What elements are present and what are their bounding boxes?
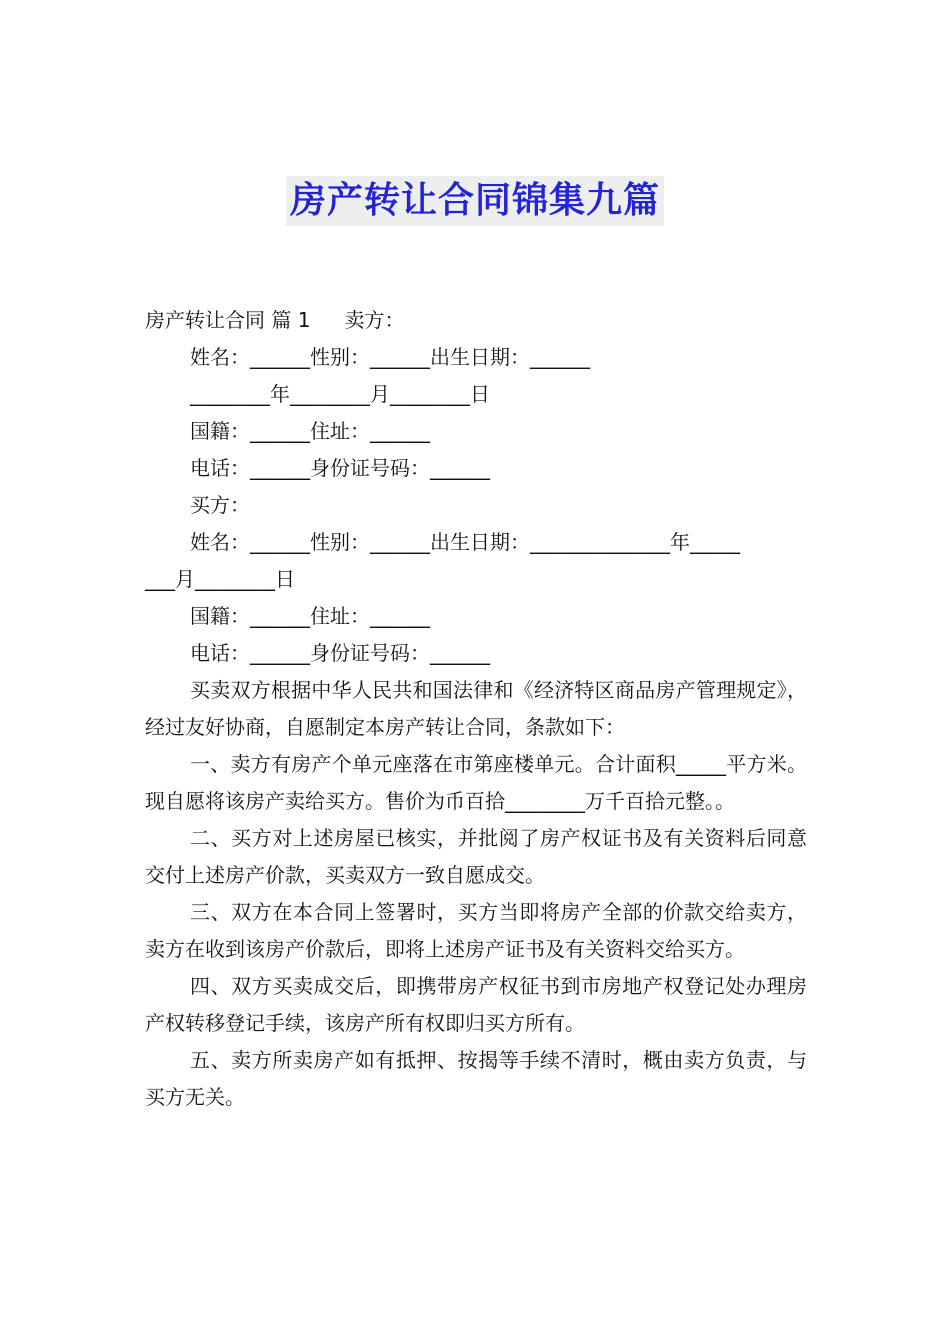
seller-nationality-line: 国籍：______住址：______ <box>190 419 430 443</box>
buyer-nationality-line: 国籍：______住址：______ <box>190 604 430 628</box>
clause-2: 二、买方对上述房屋已核实，并批阅了房产权证书及有关资料后同意交付上述房产价款，买卖双方一致自愿成交。 <box>145 826 807 887</box>
seller-phone-line: 电话：______身份证号码：______ <box>190 456 490 480</box>
seller-birthdate-line: ________年________月________日 <box>190 382 490 406</box>
buyer-phone-line: 电话：______身份证号码：______ <box>190 641 490 665</box>
seller-label: 卖方： <box>344 308 405 332</box>
contract-preamble: 买卖双方根据中华人民共和国法律和《经济特区商品房产管理规定》，经过友好协商，自愿制定本房产转让合同，条款如下： <box>145 678 807 739</box>
buyer-label: 买方： <box>190 493 250 517</box>
buyer-birthdate-line: ___月________日 <box>145 567 295 591</box>
clause-1: 一、卖方有房产个单元座落在市第座楼单元。合计面积_____平方米。现自愿将该房产卖给买方。售价为币百拾________万千百拾元整。。 <box>145 752 807 813</box>
document-title-wrap <box>0 176 950 226</box>
clause-4: 四、双方买卖成交后，即携带房产权征书到市房地产权登记处办理房产权转移登记手续，该房产所有权即归买方所有。 <box>145 974 807 1035</box>
contract-heading: 房产转让合同 篇 1 <box>145 308 311 332</box>
document-body <box>145 302 807 1116</box>
clause-5: 五、卖方所卖房产如有抵押、按揭等手续不清时，概由卖方负责，与买方无关。 <box>145 1048 807 1109</box>
contract-heading-line <box>145 302 807 339</box>
document-title: 房产转让合同锦集九篇 <box>286 176 664 226</box>
seller-name-line: 姓名：______性别：______出生日期：______ <box>190 345 590 369</box>
buyer-name-line: 姓名：______性别：______出生日期：______________年_____ <box>190 530 740 554</box>
clause-3: 三、双方在本合同上签署时，买方当即将房产全部的价款交给卖方，卖方在收到该房产价款后，即将上述房产证书及有关资料交给买方。 <box>145 900 807 961</box>
